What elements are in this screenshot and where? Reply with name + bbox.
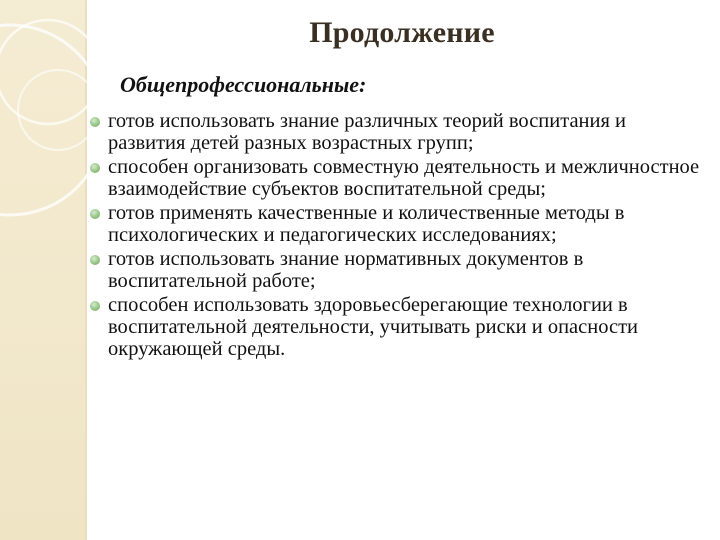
list-item-text: готов использовать знание различных теорий воспитания и развития детей разных возрастных групп;: [108, 110, 627, 154]
slide-title: Продолжение: [309, 16, 495, 49]
list-item: [86, 248, 708, 292]
list-item-text: готов применять качественные и количественные методы в психологических и педагогических исследованиях;: [108, 202, 625, 246]
bullet-circle-icon: [90, 301, 100, 311]
bullet-circle-icon: [90, 209, 100, 219]
competency-list: [86, 110, 708, 362]
bullet-circle-icon: [90, 163, 100, 173]
list-item: [86, 294, 708, 360]
list-item-text: способен использовать здоровьесберегающие технологии в воспитательной деятельности, учитывать риски и опасности окружающей среды.: [108, 294, 638, 360]
list-item: [86, 110, 708, 154]
list-item-text: способен организовать совместную деятельность и межличностное взаимодействие субъектов воспитательной среды;: [108, 156, 700, 200]
list-item: [86, 156, 708, 200]
list-item-text: готов использовать знание нормативных документов в воспитательной работе;: [108, 248, 584, 292]
bullet-circle-icon: [90, 255, 100, 265]
list-item: [86, 202, 708, 246]
subheading: Общепрофессиональные:: [120, 72, 367, 97]
bullet-circle-icon: [90, 117, 100, 127]
